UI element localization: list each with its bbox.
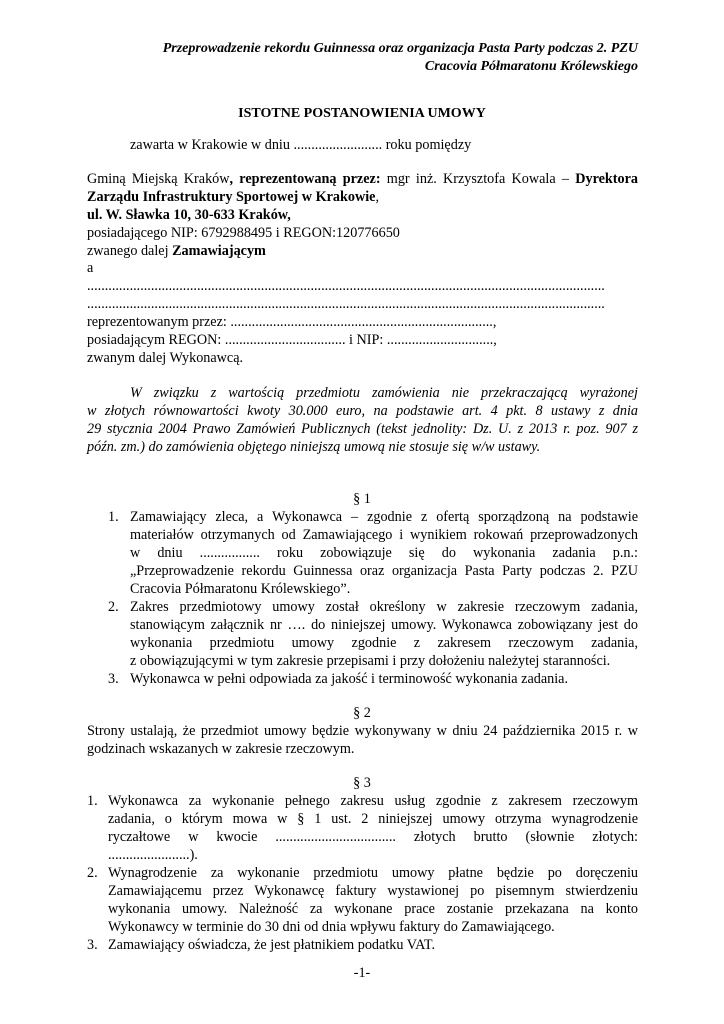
s2-line-2: godzinach wskazanych w zakresie rzeczowym.	[87, 741, 355, 757]
s1-item-2-line-3: wykonania przedmiotu umowy zgodnie z zakresem rzeczowym zadania,	[130, 635, 638, 651]
s1-item-2-line-1: Zakres przedmiotowy umowy został określony w zakresie rzeczowym zadania,	[130, 599, 638, 615]
party2-representative: reprezentowanym przez: ..........................................................................,	[87, 314, 497, 330]
s1-item-2-line-2: stanowiącym załącznik nr …. do niniejszej umowy. Wykonawca zobowiązany jest do	[130, 617, 638, 633]
s1-item-3-number: 3.	[108, 671, 119, 687]
page-number: -1-	[353, 965, 371, 981]
s3-item-1-line-2: zadania, o którym mowa w § 1 ust. 2 niniejszej umowy otrzyma wynagrodzenie	[108, 811, 638, 827]
party1-called-name: Zamawiającym	[172, 243, 266, 259]
party2-called: zwanym dalej Wykonawcą.	[87, 350, 244, 366]
header-line-1: Przeprowadzenie rekordu Guinnessa oraz organizacja Pasta Party podczas 2. PZU	[162, 41, 638, 56]
document-title: ISTOTNE POSTANOWIENIA UMOWY	[238, 106, 486, 121]
party1-comma: ,	[375, 189, 380, 205]
legal-basis-line-2: w złotych równowartości kwoty 30.000 euro, na podstawie art. 4 pkt. 8 ustawy z dnia	[87, 403, 638, 419]
party-connector: a	[87, 260, 94, 276]
s1-item-1-line-4: „Przeprowadzenie rekordu Guinnessa oraz organizacja Pasta Party podczas 2. PZU	[130, 563, 638, 579]
party1-representative: mgr inż. Krzysztofa Kowala –	[380, 171, 576, 187]
party1-role: Dyrektora	[575, 171, 639, 187]
party1-address: ul. W. Sławka 10, 30-633 Kraków,	[87, 207, 291, 223]
s1-item-2-number: 2.	[108, 599, 119, 615]
s3-item-1-line-3: ryczałtowe w kwocie .................................. złotych brutto (słownie złotych:	[108, 829, 638, 845]
s1-item-1-line-3: w dniu ................. roku zobowiązuje się do wykonania zadania p.n.:	[130, 545, 638, 561]
party1-line-1	[87, 170, 638, 188]
s2-line-1: Strony ustalają, że przedmiot umowy będzie wykonywany w dniu 24 października 2015 r. w	[87, 723, 638, 739]
section-2-heading: § 2	[353, 705, 371, 721]
party1-called	[87, 242, 266, 260]
legal-basis-line-1: W związku z wartością przedmiotu zamówienia nie przekraczającą wyrażonej	[130, 385, 638, 401]
section-1-heading: § 1	[353, 491, 371, 507]
s3-item-2-line-3: wykonania umowy. Należność za wykonane prace zostanie przekazana na konto	[108, 901, 638, 917]
s3-item-2-line-2: Zamawiającemu przez Wykonawcę faktury wystawionej po pisemnym stwierdzeniu	[108, 883, 638, 899]
s1-item-1-number: 1.	[108, 509, 119, 525]
s3-item-2-line-1: Wynagrodzenie za wykonanie przedmiotu umowy płatne będzie po doręczeniu	[108, 865, 638, 881]
s3-item-1-number: 1.	[87, 793, 98, 809]
party2-dots-2: ..................................................................................................................................................	[87, 296, 605, 312]
document-header	[163, 40, 638, 76]
s3-item-1-line-1: Wykonawca za wykonanie pełnego zakresu usług zgodnie z zakresem rzeczowym	[108, 793, 638, 809]
section-3-heading: § 3	[353, 775, 371, 791]
s3-item-2-number: 2.	[87, 865, 98, 881]
party1-line-2	[87, 188, 379, 206]
legal-basis-line-3: 29 stycznia 2004 Prawo Zamówień Publicznych (tekst jednolity: Dz. U. z 2013 r. poz. 907 z	[87, 421, 638, 437]
s1-item-1-line-1: Zamawiający zleca, a Wykonawca – zgodnie z ofertą sporządzoną na podstawie	[130, 509, 638, 525]
legal-basis-line-4: późn. zm.) do zamówienia objętego niniejszą umową nie stosuje się w/w ustawy.	[87, 439, 541, 455]
s3-item-1-line-4: .......................).	[108, 847, 198, 863]
party1-nip-regon: posiadającego NIP: 6792988495 i REGON:120776650	[87, 225, 400, 241]
party2-dots-1: ..................................................................................................................................................	[87, 278, 605, 294]
party1-organization: Zarządu Infrastruktury Sportowej w Krakowie	[87, 189, 376, 205]
s3-item-3-number: 3.	[87, 937, 98, 953]
s3-item-2-line-4: Wykonawcy w terminie do 30 dni od dnia wpływu faktury do Zamawiającego.	[108, 919, 555, 935]
s1-item-1-line-5: Cracovia Półmaratonu Królewskiego”.	[130, 581, 351, 597]
intro-line: zawarta w Krakowie w dniu ......................... roku pomiędzy	[130, 137, 472, 153]
header-line-2: Cracovia Półmaratonu Królewskiego	[424, 59, 638, 74]
party2-regon-nip: posiadającym REGON: .................................. i NIP: ..............................,	[87, 332, 497, 348]
party1-name: Gminą Miejską Kraków	[87, 171, 230, 187]
s1-item-2-line-4: z obowiązującymi w tym zakresie przepisami i przy dołożeniu należytej staranności.	[130, 653, 611, 669]
party1-represented-label: , reprezentowaną przez:	[229, 171, 381, 187]
s3-item-3-line-1: Zamawiający oświadcza, że jest płatnikiem podatku VAT.	[108, 937, 435, 953]
s1-item-1-line-2: materiałów otrzymanych od Zamawiającego i wynikiem rokowań przeprowadzonych	[130, 527, 638, 543]
party1-called-prefix: zwanego dalej	[87, 243, 173, 259]
s1-item-3-line-1: Wykonawca w pełni odpowiada za jakość i terminowość wykonania zadania.	[130, 671, 569, 687]
